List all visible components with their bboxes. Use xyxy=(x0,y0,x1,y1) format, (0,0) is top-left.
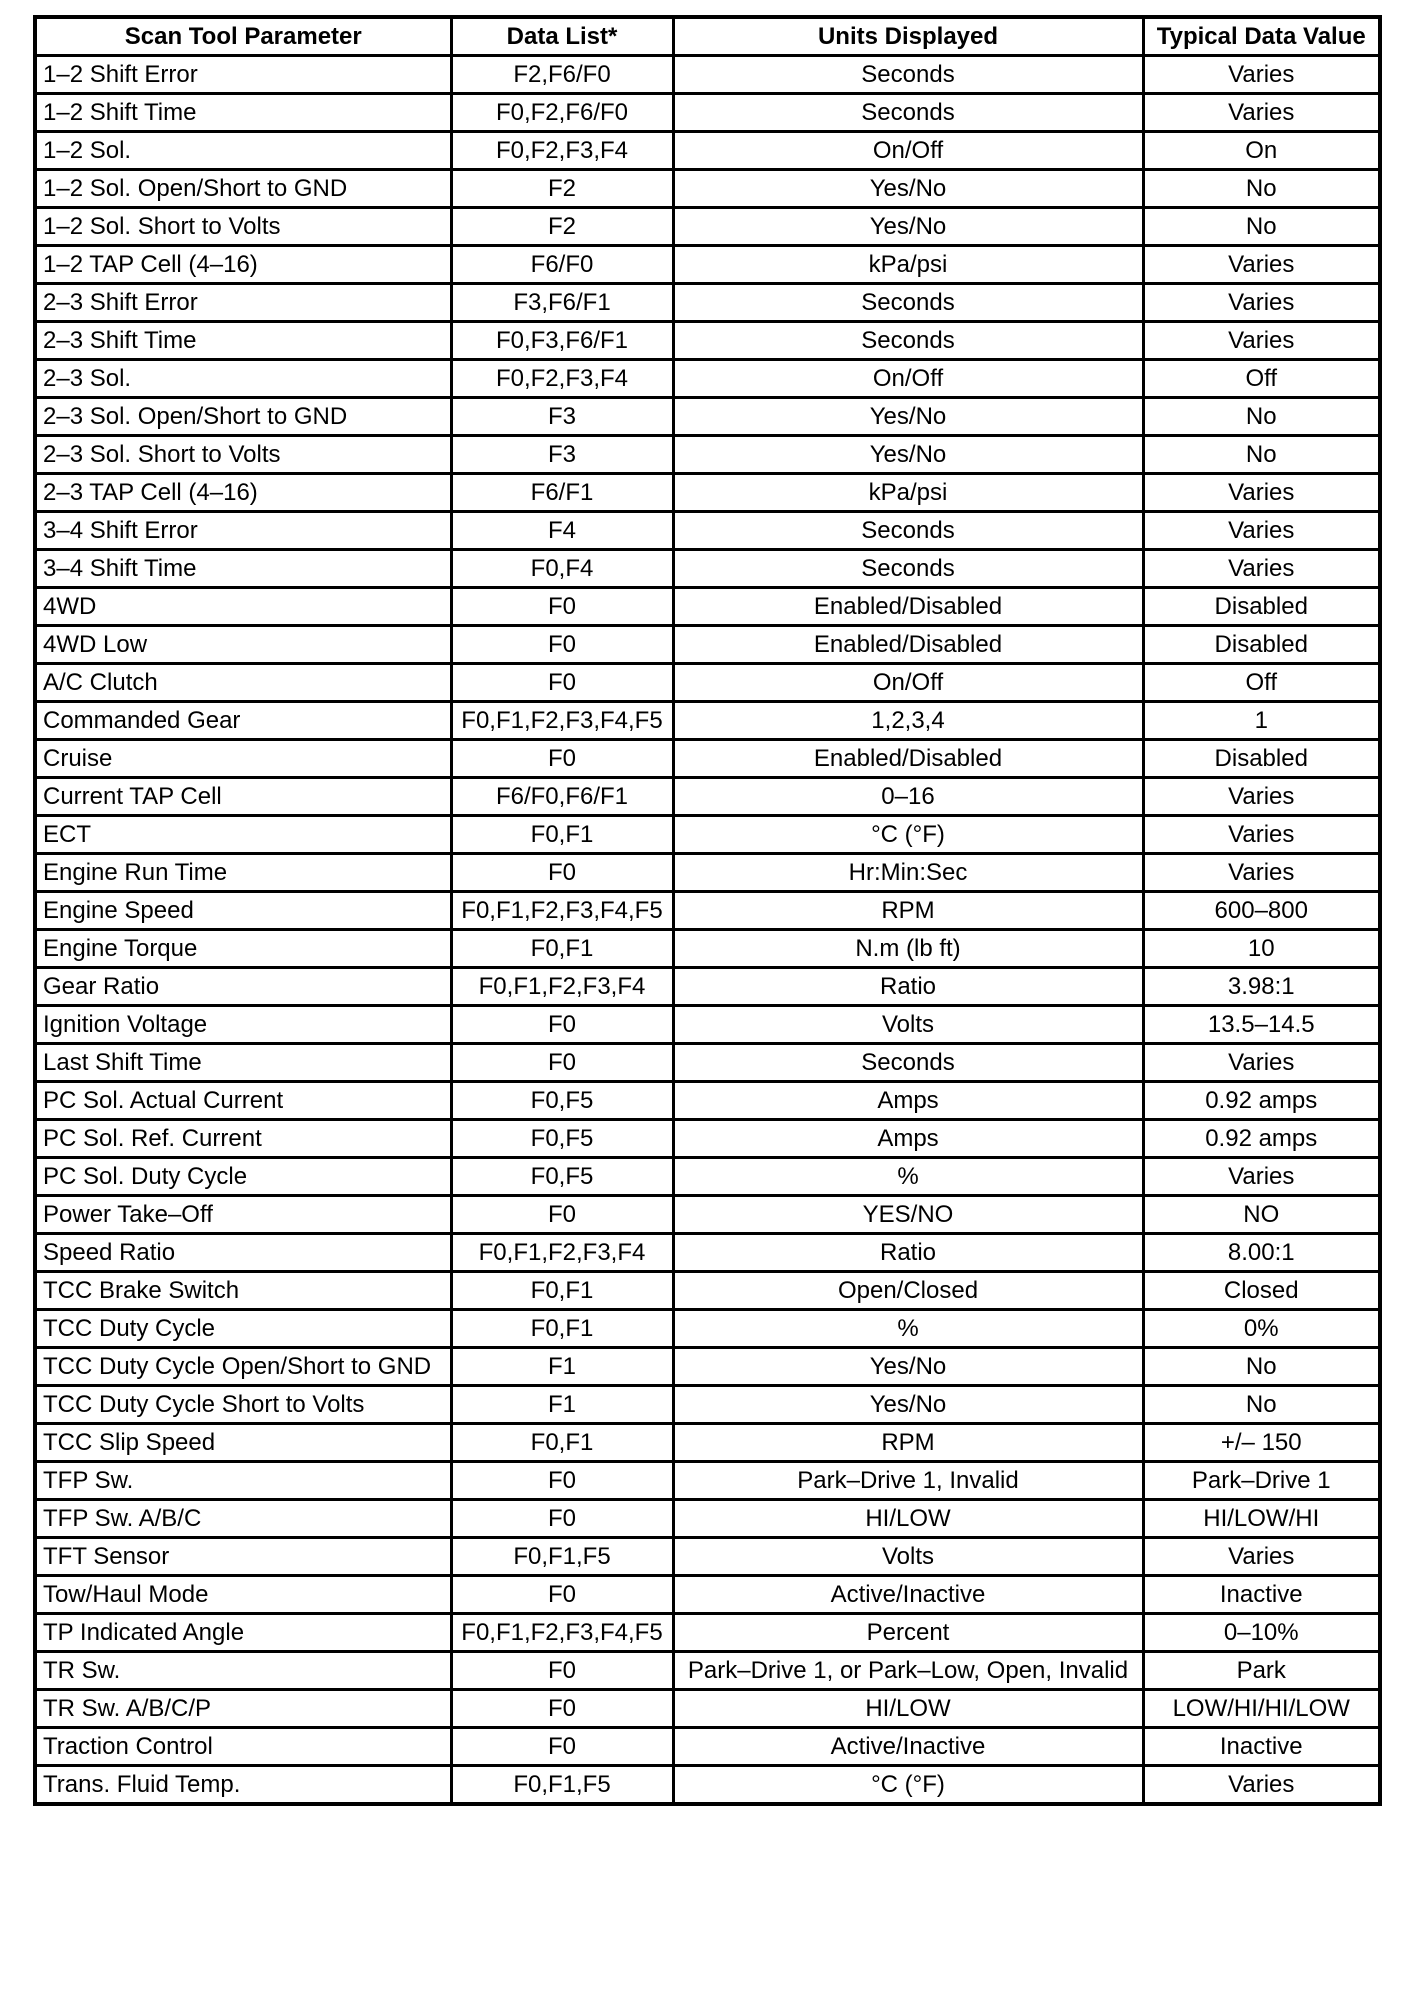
table-row xyxy=(35,94,1380,132)
cell-typical-value: 13.5–14.5 xyxy=(1143,1006,1380,1044)
table-row xyxy=(35,284,1380,322)
table-row xyxy=(35,1614,1380,1652)
cell-parameter: 4WD xyxy=(35,588,451,626)
cell-typical-value: Varies xyxy=(1143,512,1380,550)
cell-data-list: F0,F3,F6/F1 xyxy=(451,322,673,360)
cell-typical-value: 1 xyxy=(1143,702,1380,740)
cell-parameter: A/C Clutch xyxy=(35,664,451,702)
cell-typical-value: Varies xyxy=(1143,94,1380,132)
table-row xyxy=(35,550,1380,588)
cell-parameter: TCC Slip Speed xyxy=(35,1424,451,1462)
cell-units: Seconds xyxy=(673,512,1143,550)
header-units-displayed: Units Displayed xyxy=(673,17,1143,56)
cell-units: Ratio xyxy=(673,968,1143,1006)
cell-typical-value: Park xyxy=(1143,1652,1380,1690)
cell-data-list: F0,F1 xyxy=(451,816,673,854)
cell-parameter: 1–2 Shift Time xyxy=(35,94,451,132)
table-row xyxy=(35,322,1380,360)
cell-data-list: F0,F1,F5 xyxy=(451,1766,673,1805)
cell-units: RPM xyxy=(673,1424,1143,1462)
cell-units: % xyxy=(673,1158,1143,1196)
table-row xyxy=(35,512,1380,550)
cell-units: On/Off xyxy=(673,132,1143,170)
table-row xyxy=(35,1044,1380,1082)
cell-typical-value: No xyxy=(1143,1348,1380,1386)
cell-parameter: 1–2 Sol. Open/Short to GND xyxy=(35,170,451,208)
cell-data-list: F0 xyxy=(451,1462,673,1500)
cell-units: Seconds xyxy=(673,322,1143,360)
cell-data-list: F0,F1,F2,F3,F4 xyxy=(451,968,673,1006)
cell-typical-value: Inactive xyxy=(1143,1576,1380,1614)
cell-units: Amps xyxy=(673,1120,1143,1158)
cell-units: On/Off xyxy=(673,664,1143,702)
cell-typical-value: 10 xyxy=(1143,930,1380,968)
header-data-list: Data List* xyxy=(451,17,673,56)
table-row xyxy=(35,474,1380,512)
cell-data-list: F0 xyxy=(451,664,673,702)
table-row xyxy=(35,664,1380,702)
cell-parameter: TR Sw. A/B/C/P xyxy=(35,1690,451,1728)
cell-parameter: TR Sw. xyxy=(35,1652,451,1690)
cell-data-list: F0,F1 xyxy=(451,1310,673,1348)
cell-typical-value: Disabled xyxy=(1143,740,1380,778)
cell-units: Open/Closed xyxy=(673,1272,1143,1310)
table-row xyxy=(35,930,1380,968)
cell-units: Seconds xyxy=(673,550,1143,588)
cell-typical-value: Park–Drive 1 xyxy=(1143,1462,1380,1500)
cell-units: Hr:Min:Sec xyxy=(673,854,1143,892)
cell-typical-value: No xyxy=(1143,436,1380,474)
table-row xyxy=(35,208,1380,246)
table-row xyxy=(35,1386,1380,1424)
cell-typical-value: LOW/HI/HI/LOW xyxy=(1143,1690,1380,1728)
cell-typical-value: No xyxy=(1143,170,1380,208)
cell-data-list: F0,F1 xyxy=(451,930,673,968)
table-row xyxy=(35,1348,1380,1386)
cell-units: Yes/No xyxy=(673,398,1143,436)
cell-typical-value: HI/LOW/HI xyxy=(1143,1500,1380,1538)
cell-data-list: F0 xyxy=(451,1044,673,1082)
cell-units: Yes/No xyxy=(673,1386,1143,1424)
cell-typical-value: On xyxy=(1143,132,1380,170)
cell-data-list: F2 xyxy=(451,208,673,246)
cell-units: kPa/psi xyxy=(673,474,1143,512)
cell-units: Enabled/Disabled xyxy=(673,588,1143,626)
table-row xyxy=(35,816,1380,854)
cell-parameter: Speed Ratio xyxy=(35,1234,451,1272)
cell-typical-value: Inactive xyxy=(1143,1728,1380,1766)
cell-units: Active/Inactive xyxy=(673,1576,1143,1614)
table-row xyxy=(35,1158,1380,1196)
cell-units: Enabled/Disabled xyxy=(673,740,1143,778)
cell-data-list: F3 xyxy=(451,398,673,436)
table-row xyxy=(35,892,1380,930)
table-row xyxy=(35,1462,1380,1500)
scan-tool-parameter-table xyxy=(33,15,1382,1806)
cell-data-list: F0,F1 xyxy=(451,1272,673,1310)
cell-parameter: 2–3 Shift Time xyxy=(35,322,451,360)
cell-data-list: F0 xyxy=(451,1006,673,1044)
table-row xyxy=(35,1652,1380,1690)
table-row xyxy=(35,1424,1380,1462)
cell-data-list: F1 xyxy=(451,1348,673,1386)
table-row xyxy=(35,1576,1380,1614)
cell-parameter: Tow/Haul Mode xyxy=(35,1576,451,1614)
cell-parameter: TCC Brake Switch xyxy=(35,1272,451,1310)
cell-parameter: TFP Sw. A/B/C xyxy=(35,1500,451,1538)
table-row xyxy=(35,132,1380,170)
table-row xyxy=(35,170,1380,208)
cell-units: YES/NO xyxy=(673,1196,1143,1234)
cell-parameter: TCC Duty Cycle Short to Volts xyxy=(35,1386,451,1424)
cell-parameter: Traction Control xyxy=(35,1728,451,1766)
cell-data-list: F0 xyxy=(451,1652,673,1690)
cell-units: Yes/No xyxy=(673,436,1143,474)
table-row xyxy=(35,1538,1380,1576)
cell-data-list: F0 xyxy=(451,626,673,664)
cell-data-list: F0,F5 xyxy=(451,1082,673,1120)
cell-typical-value: Varies xyxy=(1143,1044,1380,1082)
cell-data-list: F6/F0 xyxy=(451,246,673,284)
cell-units: Seconds xyxy=(673,1044,1143,1082)
cell-data-list: F0,F4 xyxy=(451,550,673,588)
cell-typical-value: +/– 150 xyxy=(1143,1424,1380,1462)
cell-typical-value: 0% xyxy=(1143,1310,1380,1348)
cell-typical-value: Varies xyxy=(1143,778,1380,816)
table-row xyxy=(35,1006,1380,1044)
table-row xyxy=(35,1196,1380,1234)
cell-typical-value: Varies xyxy=(1143,246,1380,284)
table-row xyxy=(35,360,1380,398)
cell-parameter: PC Sol. Duty Cycle xyxy=(35,1158,451,1196)
cell-data-list: F6/F0,F6/F1 xyxy=(451,778,673,816)
cell-typical-value: Off xyxy=(1143,664,1380,702)
cell-data-list: F0,F1,F2,F3,F4,F5 xyxy=(451,892,673,930)
cell-units: °C (°F) xyxy=(673,816,1143,854)
cell-units: Ratio xyxy=(673,1234,1143,1272)
cell-typical-value: 0.92 amps xyxy=(1143,1082,1380,1120)
cell-parameter: Engine Speed xyxy=(35,892,451,930)
cell-parameter: Current TAP Cell xyxy=(35,778,451,816)
cell-parameter: Commanded Gear xyxy=(35,702,451,740)
header-scan-tool-parameter: Scan Tool Parameter xyxy=(35,17,451,56)
cell-data-list: F0,F1,F2,F3,F4,F5 xyxy=(451,1614,673,1652)
cell-units: kPa/psi xyxy=(673,246,1143,284)
cell-parameter: TCC Duty Cycle Open/Short to GND xyxy=(35,1348,451,1386)
table-row xyxy=(35,1728,1380,1766)
cell-typical-value: Varies xyxy=(1143,550,1380,588)
cell-data-list: F0,F1 xyxy=(451,1424,673,1462)
cell-typical-value: Closed xyxy=(1143,1272,1380,1310)
cell-parameter: 4WD Low xyxy=(35,626,451,664)
cell-data-list: F0,F1,F5 xyxy=(451,1538,673,1576)
cell-units: HI/LOW xyxy=(673,1500,1143,1538)
cell-data-list: F3,F6/F1 xyxy=(451,284,673,322)
cell-units: Seconds xyxy=(673,94,1143,132)
cell-units: 0–16 xyxy=(673,778,1143,816)
cell-data-list: F0,F5 xyxy=(451,1120,673,1158)
cell-typical-value: Varies xyxy=(1143,1538,1380,1576)
cell-data-list: F0 xyxy=(451,1690,673,1728)
cell-data-list: F0,F2,F6/F0 xyxy=(451,94,673,132)
cell-parameter: 3–4 Shift Error xyxy=(35,512,451,550)
cell-parameter: 2–3 TAP Cell (4–16) xyxy=(35,474,451,512)
cell-typical-value: No xyxy=(1143,208,1380,246)
cell-units: % xyxy=(673,1310,1143,1348)
cell-data-list: F0,F2,F3,F4 xyxy=(451,132,673,170)
cell-parameter: TFP Sw. xyxy=(35,1462,451,1500)
cell-parameter: 2–3 Sol. xyxy=(35,360,451,398)
cell-units: Enabled/Disabled xyxy=(673,626,1143,664)
cell-units: Yes/No xyxy=(673,170,1143,208)
cell-units: Active/Inactive xyxy=(673,1728,1143,1766)
table-row xyxy=(35,626,1380,664)
cell-parameter: Last Shift Time xyxy=(35,1044,451,1082)
table-row xyxy=(35,436,1380,474)
cell-units: On/Off xyxy=(673,360,1143,398)
cell-data-list: F0,F1,F2,F3,F4 xyxy=(451,1234,673,1272)
cell-parameter: TP Indicated Angle xyxy=(35,1614,451,1652)
cell-parameter: 1–2 Shift Error xyxy=(35,56,451,94)
cell-units: Yes/No xyxy=(673,1348,1143,1386)
cell-units: Park–Drive 1, Invalid xyxy=(673,1462,1143,1500)
table-row xyxy=(35,778,1380,816)
cell-parameter: PC Sol. Actual Current xyxy=(35,1082,451,1120)
cell-typical-value: 8.00:1 xyxy=(1143,1234,1380,1272)
cell-typical-value: Varies xyxy=(1143,322,1380,360)
cell-units: RPM xyxy=(673,892,1143,930)
cell-data-list: F0,F5 xyxy=(451,1158,673,1196)
cell-data-list: F4 xyxy=(451,512,673,550)
cell-data-list: F0 xyxy=(451,1728,673,1766)
table-row xyxy=(35,398,1380,436)
table-row xyxy=(35,588,1380,626)
cell-parameter: Engine Run Time xyxy=(35,854,451,892)
cell-parameter: 1–2 Sol. Short to Volts xyxy=(35,208,451,246)
cell-units: Percent xyxy=(673,1614,1143,1652)
cell-typical-value: Varies xyxy=(1143,474,1380,512)
cell-typical-value: 0.92 amps xyxy=(1143,1120,1380,1158)
cell-typical-value: Disabled xyxy=(1143,588,1380,626)
cell-typical-value: 3.98:1 xyxy=(1143,968,1380,1006)
cell-units: Yes/No xyxy=(673,208,1143,246)
cell-data-list: F0 xyxy=(451,1500,673,1538)
cell-units: HI/LOW xyxy=(673,1690,1143,1728)
cell-parameter: PC Sol. Ref. Current xyxy=(35,1120,451,1158)
cell-parameter: 2–3 Sol. Open/Short to GND xyxy=(35,398,451,436)
cell-data-list: F0 xyxy=(451,588,673,626)
cell-parameter: Gear Ratio xyxy=(35,968,451,1006)
cell-data-list: F0 xyxy=(451,740,673,778)
table-row xyxy=(35,56,1380,94)
cell-parameter: 2–3 Shift Error xyxy=(35,284,451,322)
cell-data-list: F0 xyxy=(451,854,673,892)
cell-units: Seconds xyxy=(673,56,1143,94)
cell-data-list: F0,F2,F3,F4 xyxy=(451,360,673,398)
cell-units: N.m (lb ft) xyxy=(673,930,1143,968)
cell-parameter: Trans. Fluid Temp. xyxy=(35,1766,451,1805)
cell-typical-value: 0–10% xyxy=(1143,1614,1380,1652)
cell-data-list: F1 xyxy=(451,1386,673,1424)
cell-data-list: F2,F6/F0 xyxy=(451,56,673,94)
cell-parameter: TCC Duty Cycle xyxy=(35,1310,451,1348)
cell-typical-value: Varies xyxy=(1143,56,1380,94)
cell-data-list: F2 xyxy=(451,170,673,208)
header-typical-data-value: Typical Data Value xyxy=(1143,17,1380,56)
cell-parameter: Engine Torque xyxy=(35,930,451,968)
cell-parameter: 2–3 Sol. Short to Volts xyxy=(35,436,451,474)
cell-parameter: TFT Sensor xyxy=(35,1538,451,1576)
cell-typical-value: Varies xyxy=(1143,284,1380,322)
cell-parameter: Cruise xyxy=(35,740,451,778)
cell-typical-value: NO xyxy=(1143,1196,1380,1234)
cell-units: 1,2,3,4 xyxy=(673,702,1143,740)
cell-data-list: F0 xyxy=(451,1196,673,1234)
cell-parameter: Ignition Voltage xyxy=(35,1006,451,1044)
cell-units: Seconds xyxy=(673,284,1143,322)
cell-typical-value: No xyxy=(1143,398,1380,436)
cell-parameter: 1–2 TAP Cell (4–16) xyxy=(35,246,451,284)
table-row xyxy=(35,1272,1380,1310)
table-row xyxy=(35,854,1380,892)
table-row xyxy=(35,1082,1380,1120)
cell-typical-value: 600–800 xyxy=(1143,892,1380,930)
table-row xyxy=(35,740,1380,778)
table-body xyxy=(35,56,1380,1805)
cell-units: Volts xyxy=(673,1006,1143,1044)
cell-units: Volts xyxy=(673,1538,1143,1576)
cell-parameter: 1–2 Sol. xyxy=(35,132,451,170)
table-header-row xyxy=(35,17,1380,56)
cell-typical-value: Off xyxy=(1143,360,1380,398)
cell-parameter: Power Take–Off xyxy=(35,1196,451,1234)
cell-typical-value: Varies xyxy=(1143,854,1380,892)
table-row xyxy=(35,1310,1380,1348)
cell-data-list: F0,F1,F2,F3,F4,F5 xyxy=(451,702,673,740)
cell-units: Park–Drive 1, or Park–Low, Open, Invalid xyxy=(673,1652,1143,1690)
table-row xyxy=(35,1120,1380,1158)
cell-typical-value: Disabled xyxy=(1143,626,1380,664)
table-row xyxy=(35,1234,1380,1272)
cell-data-list: F3 xyxy=(451,436,673,474)
table-row xyxy=(35,702,1380,740)
table-row xyxy=(35,968,1380,1006)
cell-typical-value: No xyxy=(1143,1386,1380,1424)
cell-parameter: ECT xyxy=(35,816,451,854)
table-row xyxy=(35,1766,1380,1805)
cell-typical-value: Varies xyxy=(1143,1158,1380,1196)
cell-parameter: 3–4 Shift Time xyxy=(35,550,451,588)
cell-units: °C (°F) xyxy=(673,1766,1143,1805)
cell-typical-value: Varies xyxy=(1143,1766,1380,1805)
table-row xyxy=(35,1500,1380,1538)
cell-data-list: F6/F1 xyxy=(451,474,673,512)
cell-data-list: F0 xyxy=(451,1576,673,1614)
table-row xyxy=(35,1690,1380,1728)
table-row xyxy=(35,246,1380,284)
cell-typical-value: Varies xyxy=(1143,816,1380,854)
cell-units: Amps xyxy=(673,1082,1143,1120)
